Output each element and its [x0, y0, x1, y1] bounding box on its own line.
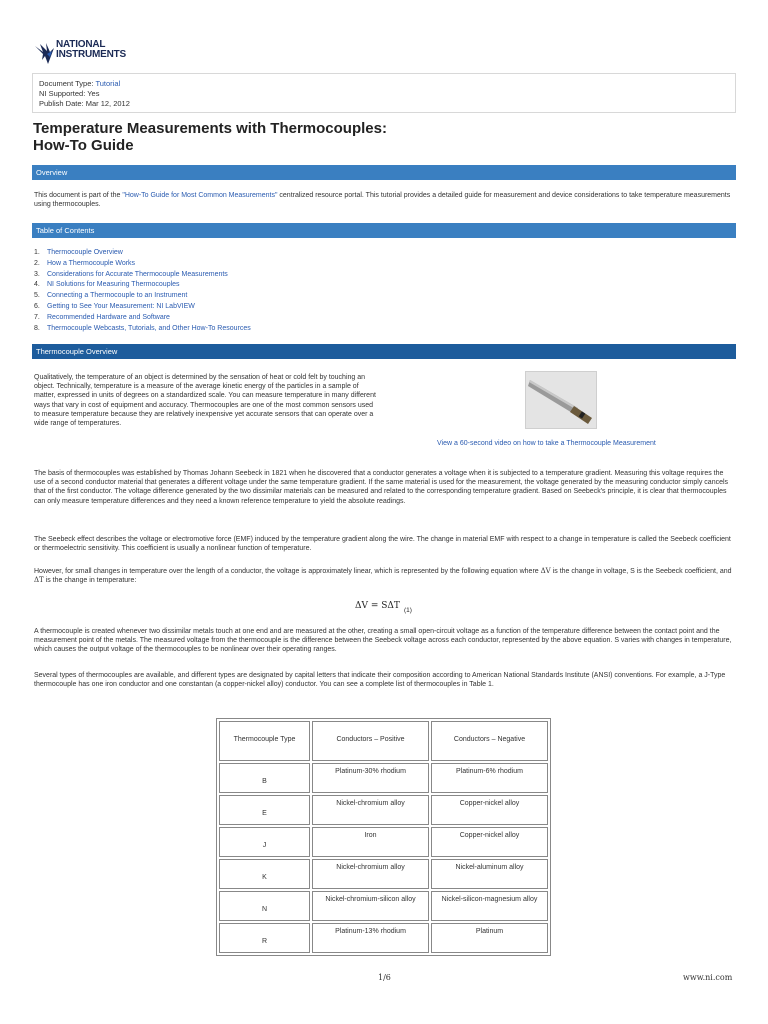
meta-publish-date: Publish Date: Mar 12, 2012	[39, 99, 130, 108]
linear-paragraph	[34, 567, 734, 585]
table-cell-type: K	[219, 859, 310, 889]
table-cell-positive: Nickel-chromium alloy	[312, 859, 429, 889]
toc-link[interactable]: Thermocouple Overview	[47, 249, 123, 256]
table-row	[219, 763, 548, 793]
toc-number: 1.	[34, 249, 40, 256]
toc-item[interactable]	[34, 280, 434, 291]
toc-item[interactable]	[34, 248, 434, 259]
toc-item[interactable]	[34, 291, 434, 302]
thermocouple-types-paragraph: Several types of thermocouples are available, and different types are designated by capital letters that indicate their composition according to American National Standards Institute (ANSI) conventions. For example, a J-Type thermocouple has one iron conductor and one constantan (a copper-nickel alloy) conductor. You can see a complete list of thermocouples in Table 1.	[34, 672, 726, 689]
linear-text-c: is the change in temperature:	[43, 577, 137, 585]
title-line2: How-To Guide	[33, 137, 134, 154]
meta-ni-supported: NI Supported: Yes	[39, 89, 100, 98]
video-thumbnail[interactable]	[525, 371, 597, 429]
toc-number: 6.	[34, 302, 40, 310]
table-header-cell: Conductors – Positive	[312, 721, 429, 761]
toc-number: 2.	[34, 259, 40, 267]
delta-t-symbol: ΔT	[34, 576, 44, 585]
toc-heading-bar: Table of Contents	[32, 223, 736, 238]
table-cell-negative: Copper-nickel alloy	[431, 827, 548, 857]
table-cell-positive: Nickel-chromium-silicon alloy	[312, 891, 429, 921]
overview-text-after: centralized resource portal. This tutorial provides a detailed guide for measurement and device considerations to take temperature measurements using thermocouples.	[34, 192, 731, 209]
toc-number: 7.	[34, 313, 40, 321]
toc-number: 3.	[34, 270, 40, 278]
logo-line1: NATIONAL	[56, 39, 106, 50]
emf-paragraph: The Seebeck effect describes the voltage or electromotive force (EMF) induced by the temperature gradient along the wire. The change in material EMF with respect to a change in temperature is called the Seebeck coefficient or thermoelectric sensitivity. This coefficient is usually a nonlinear function of temperature.	[34, 536, 731, 553]
thermocouple-types-table	[216, 718, 551, 956]
linear-text-b: is the change in voltage, S is the Seebeck coefficient, and	[550, 568, 732, 575]
overview-heading-bar: Overview	[32, 165, 736, 180]
table-row	[219, 859, 548, 889]
doc-type-label: Document Type:	[39, 79, 96, 88]
overview-text	[34, 191, 734, 209]
overview-text-before: This document is part of the	[34, 192, 123, 199]
toc-link[interactable]: Getting to See Your Measurement: NI LabVIEW	[47, 302, 195, 310]
meta-document-type	[39, 79, 729, 89]
toc-item[interactable]	[34, 313, 434, 324]
table-cell-type: R	[219, 923, 310, 953]
toc-link[interactable]: How a Thermocouple Works	[47, 259, 136, 267]
ni-logo[interactable]	[34, 40, 144, 70]
seebeck-paragraph: The basis of thermocouples was established by Thomas Johann Seebeck in 1821 when he discovered that a conductor generates a voltage when it is subjected to a temperature gradient. Measuring this voltage requires the use of a second conductor material that generates a different voltage under the same temperature gradient. If the same material is used for the measurement, the voltage generated by the measuring conductor simply cancels that of the first conductor. The voltage difference generated by the two dissimilar materials can be measured and related to the corresponding temperature gradient. Based on Seebeck's principle, it is clear that thermocouples can only measure temperature differences and they need a known reference temperature to yield the absolute readings.	[34, 470, 729, 505]
intro-paragraph: Qualitatively, the temperature of an object is determined by the sensation of heat or cold felt by touching an object. Technically, temperature is a measure of the average kinetic energy of the particles in a sample of matter, expressed in units of degrees on a standardized scale. You can measure temperature in many different ways that vary in cost of equipment and accuracy. Thermocouples are one of the most common sensors used to measure temperature because they are relatively inexpensive yet accurate sensors that can operate over a wide range of temperatures.	[34, 374, 376, 428]
seebeck-equation: ΔV = SΔT	[355, 601, 400, 611]
table-cell-negative: Platinum	[431, 923, 548, 953]
thermocouple-overview-heading-bar: Thermocouple Overview	[32, 344, 736, 359]
table-header-cell: Conductors – Negative	[431, 721, 548, 761]
howto-guide-link[interactable]: "How-To Guide for Most Common Measurements"	[122, 192, 278, 199]
table-cell-negative: Nickel-silicon-magnesium alloy	[431, 891, 548, 921]
table-cell-type: N	[219, 891, 310, 921]
toc-link[interactable]: Thermocouple Webcasts, Tutorials, and Other How-To Resources	[47, 324, 251, 332]
page-number: 1/6	[378, 973, 391, 982]
table-cell-negative: Copper-nickel alloy	[431, 795, 548, 825]
page-title	[33, 120, 633, 154]
thermocouple-creation-paragraph: A thermocouple is created whenever two dissimilar metals touch at one end and are measured at the other, creating a small open-circuit voltage as a function of the temperature difference between the contact point and the measurement point of the metals. The measured voltage from the thermocouple is the difference between the Seebeck voltage across each conductor, represented by the above equation. S varies with changes in temperature, which causes the output voltage of the thermocouples to be nonlinear over their operating ranges.	[34, 628, 732, 654]
thermocouple-probe-icon	[526, 372, 596, 428]
table-cell-negative: Nickel-aluminum alloy	[431, 859, 548, 889]
toc-link[interactable]: Connecting a Thermocouple to an Instrument	[47, 292, 188, 300]
table-row	[219, 795, 548, 825]
eagle-logo-icon	[34, 42, 56, 66]
toc-item[interactable]	[34, 324, 434, 335]
table-header-cell: Thermocouple Type	[219, 721, 310, 761]
document-meta	[32, 73, 736, 113]
equation-number: (1)	[404, 607, 412, 614]
toc-item[interactable]	[34, 259, 434, 270]
table-row	[219, 923, 548, 953]
table-row	[219, 891, 548, 921]
toc-link[interactable]: Considerations for Accurate Thermocouple Measurements	[47, 270, 228, 278]
toc-link[interactable]: Recommended Hardware and Software	[47, 313, 170, 321]
table-cell-positive: Platinum-13% rhodium	[312, 923, 429, 953]
toc-item[interactable]	[34, 270, 434, 281]
table-cell-negative: Platinum-6% rhodium	[431, 763, 548, 793]
video-caption-link[interactable]: View a 60-second video on how to take a Thermocouple Measurement	[437, 440, 656, 447]
toc-number: 5.	[34, 292, 40, 300]
toc-number: 4.	[34, 281, 40, 289]
logo-line2: INSTRUMENTS	[56, 49, 127, 60]
toc-number: 8.	[34, 324, 40, 332]
table-cell-type: B	[219, 763, 310, 793]
logo-wordmark	[56, 40, 126, 60]
delta-v-symbol: ΔV	[540, 567, 551, 575]
table-cell-positive: Nickel-chromium alloy	[312, 795, 429, 825]
table-cell-type: E	[219, 795, 310, 825]
toc-link[interactable]: NI Solutions for Measuring Thermocouples	[47, 281, 180, 289]
footer-url[interactable]: www.ni.com	[683, 973, 733, 982]
table-cell-positive: Platinum-30% rhodium	[312, 763, 429, 793]
table-cell-type: J	[219, 827, 310, 857]
table-of-contents	[34, 248, 434, 334]
table-row	[219, 827, 548, 857]
title-line1: Temperature Measurements with Thermocouples:	[33, 120, 387, 137]
table-cell-positive: Iron	[312, 827, 429, 857]
toc-item[interactable]	[34, 302, 434, 313]
table-header-row	[219, 721, 548, 761]
linear-text-a: However, for small changes in temperature over the length of a conductor, the voltage is approximately linear, which is represented by the following equation where	[34, 568, 541, 575]
doc-type-link[interactable]: Tutorial	[95, 79, 121, 88]
